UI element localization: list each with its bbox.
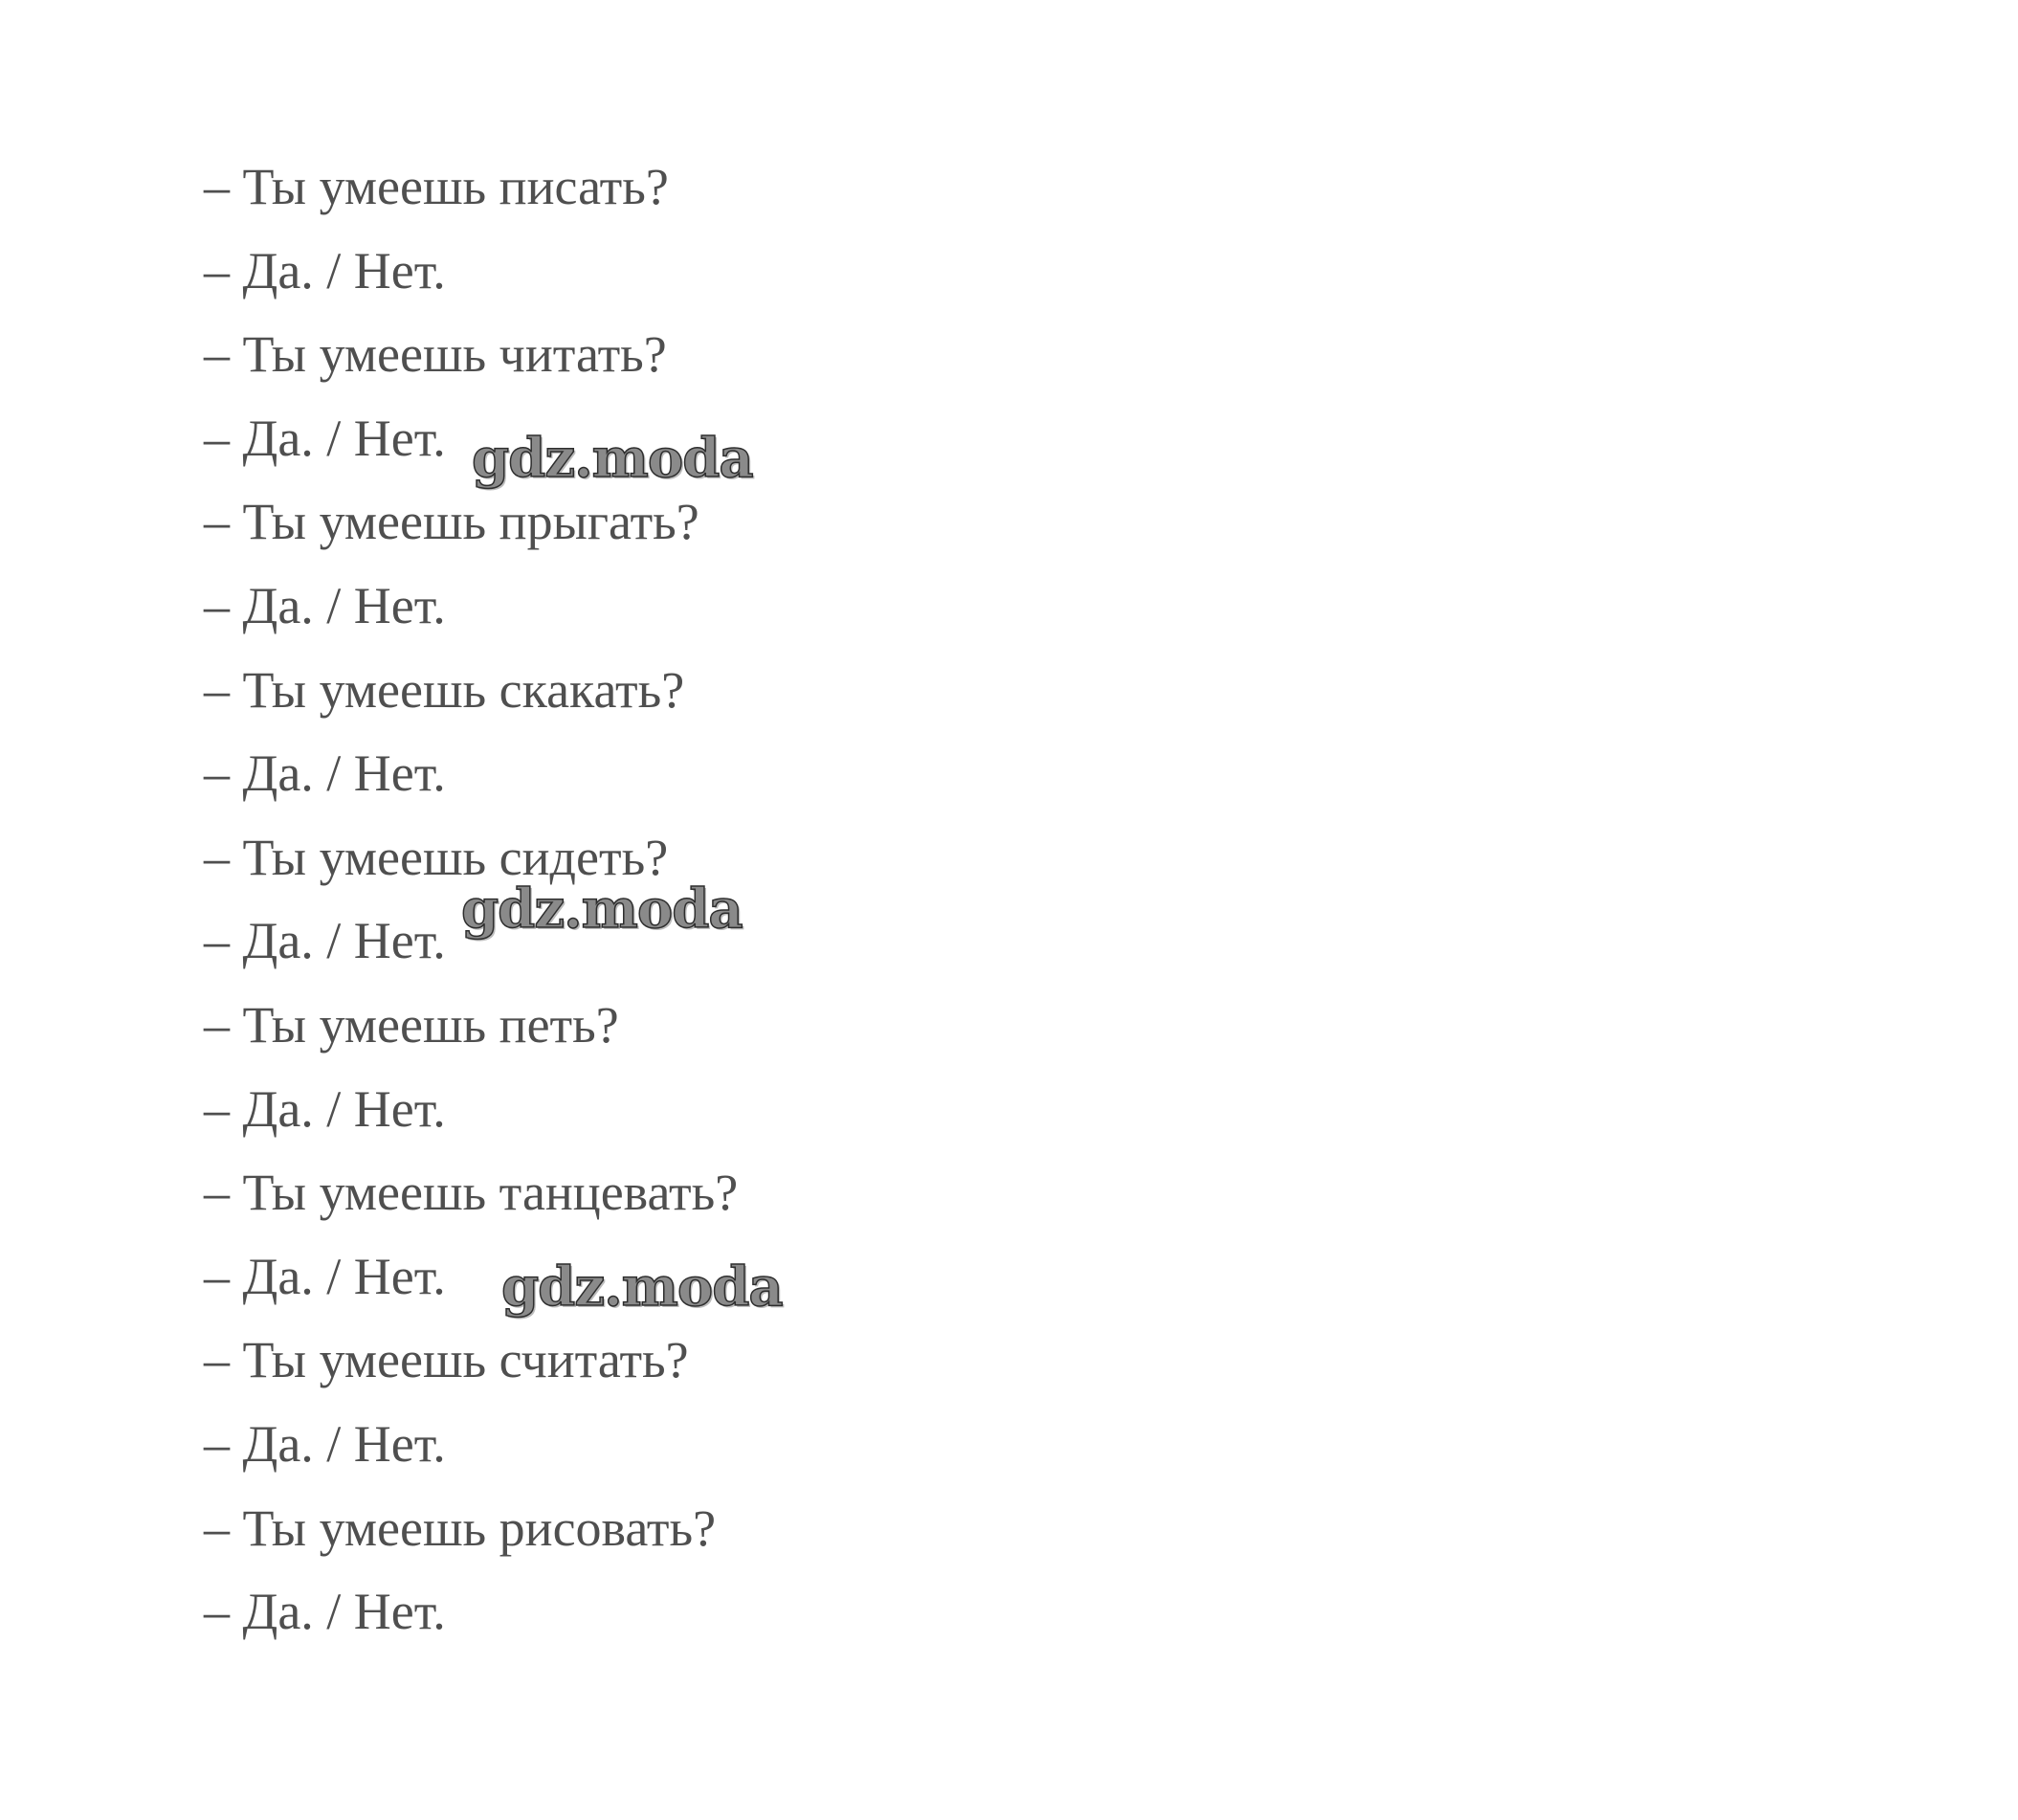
question-line: – Ты умеешь скакать? xyxy=(204,660,685,719)
watermark: gdz.moda xyxy=(461,877,743,941)
question-line: – Ты умеешь считать? xyxy=(204,1331,689,1389)
answer-line: – Да. / Нет. xyxy=(204,409,446,467)
question-line: – Ты умеешь петь? xyxy=(204,995,619,1054)
answer-line: – Да. / Нет. xyxy=(204,1079,446,1138)
answer-line: – Да. / Нет. xyxy=(204,1414,446,1473)
question-line: – Ты умеешь танцевать? xyxy=(204,1164,739,1222)
answer-line: – Да. / Нет. xyxy=(204,576,446,634)
watermark: gdz.moda xyxy=(472,427,753,490)
question-line: – Ты умеешь читать? xyxy=(204,325,667,384)
watermark: gdz.moda xyxy=(501,1255,783,1319)
answer-line: – Да. / Нет. xyxy=(204,1247,446,1305)
answer-line: – Да. / Нет. xyxy=(204,1583,446,1641)
question-line: – Ты умеешь прыгать? xyxy=(204,493,699,551)
answer-line: – Да. / Нет. xyxy=(204,744,446,803)
answer-line: – Да. / Нет. xyxy=(204,241,446,300)
question-line: – Ты умеешь рисовать? xyxy=(204,1498,717,1557)
question-line: – Ты умеешь писать? xyxy=(204,158,669,215)
answer-line: – Да. / Нет. xyxy=(204,912,446,970)
question-line: – Ты умеешь сидеть? xyxy=(204,828,669,886)
